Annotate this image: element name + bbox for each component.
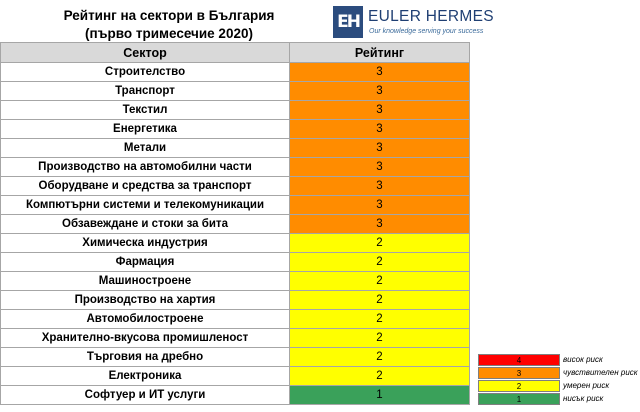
rating-cell: 3 xyxy=(290,82,470,101)
column-header-sector: Сектор xyxy=(1,43,290,63)
euler-hermes-logo xyxy=(333,6,494,40)
table-row xyxy=(1,329,470,348)
rating-cell: 2 xyxy=(290,367,470,386)
legend-swatch: 2 xyxy=(478,380,560,392)
legend-swatch: 3 xyxy=(478,367,560,379)
legend-label: висок риск xyxy=(563,355,603,364)
rating-cell: 3 xyxy=(290,177,470,196)
rating-cell: 1 xyxy=(290,386,470,405)
legend-label: чувствителен риск xyxy=(563,368,638,377)
table-row xyxy=(1,386,470,405)
table-row xyxy=(1,215,470,234)
legend-label: нисък риск xyxy=(563,394,604,403)
eh-logo-mark: EH xyxy=(333,6,363,38)
column-header-rating: Рейтинг xyxy=(290,43,470,63)
legend-label: умерен риск xyxy=(563,381,610,390)
table-row xyxy=(1,291,470,310)
sector-cell: Търговия на дребно xyxy=(1,348,290,367)
rating-cell: 2 xyxy=(290,234,470,253)
sector-cell: Фармация xyxy=(1,253,290,272)
sector-cell: Транспорт xyxy=(1,82,290,101)
sector-cell: Строителство xyxy=(1,63,290,82)
sector-cell: Енергетика xyxy=(1,120,290,139)
table-row xyxy=(1,82,470,101)
logo-name: EULER HERMES xyxy=(368,8,494,25)
sector-rating-table xyxy=(0,42,470,405)
sector-cell: Оборудване и средства за транспорт xyxy=(1,177,290,196)
sector-cell: Обзавеждане и стоки за бита xyxy=(1,215,290,234)
table-row xyxy=(1,101,470,120)
rating-cell: 3 xyxy=(290,158,470,177)
sector-cell: Компютърни системи и телекомуникации xyxy=(1,196,290,215)
legend-swatch: 1 xyxy=(478,393,560,405)
rating-cell: 2 xyxy=(290,310,470,329)
table-header-row xyxy=(1,43,470,63)
table-row xyxy=(1,139,470,158)
sector-cell: Химическа индустрия xyxy=(1,234,290,253)
sector-cell: Автомобилостроене xyxy=(1,310,290,329)
sector-cell: Хранително-вкусова промишленост xyxy=(1,329,290,348)
rating-cell: 3 xyxy=(290,215,470,234)
rating-cell: 2 xyxy=(290,329,470,348)
rating-cell: 2 xyxy=(290,348,470,367)
table-row xyxy=(1,177,470,196)
logo-tagline: Our knowledge serving your success xyxy=(369,28,484,35)
sector-cell: Текстил xyxy=(1,101,290,120)
page-subtitle: (първо тримесечие 2020) xyxy=(85,26,253,41)
sector-cell: Производство на автомобилни части xyxy=(1,158,290,177)
sector-cell: Софтуер и ИТ услуги xyxy=(1,386,290,405)
rating-cell: 3 xyxy=(290,196,470,215)
sector-cell: Производство на хартия xyxy=(1,291,290,310)
table-row xyxy=(1,196,470,215)
rating-cell: 2 xyxy=(290,272,470,291)
rating-cell: 2 xyxy=(290,291,470,310)
rating-cell: 3 xyxy=(290,139,470,158)
sector-cell: Метали xyxy=(1,139,290,158)
rating-cell: 2 xyxy=(290,253,470,272)
table-row xyxy=(1,234,470,253)
rating-cell: 3 xyxy=(290,63,470,82)
table-row xyxy=(1,348,470,367)
table-row xyxy=(1,120,470,139)
table-row xyxy=(1,158,470,177)
table-row xyxy=(1,63,470,82)
page-title: Рейтинг на сектори в България xyxy=(63,8,275,23)
table-row xyxy=(1,367,470,386)
rating-cell: 3 xyxy=(290,101,470,120)
sector-cell: Електроника xyxy=(1,367,290,386)
table-row xyxy=(1,272,470,291)
legend-swatch: 4 xyxy=(478,354,560,366)
table-row xyxy=(1,253,470,272)
rating-cell: 3 xyxy=(290,120,470,139)
table-row xyxy=(1,310,470,329)
sector-cell: Машиностроене xyxy=(1,272,290,291)
